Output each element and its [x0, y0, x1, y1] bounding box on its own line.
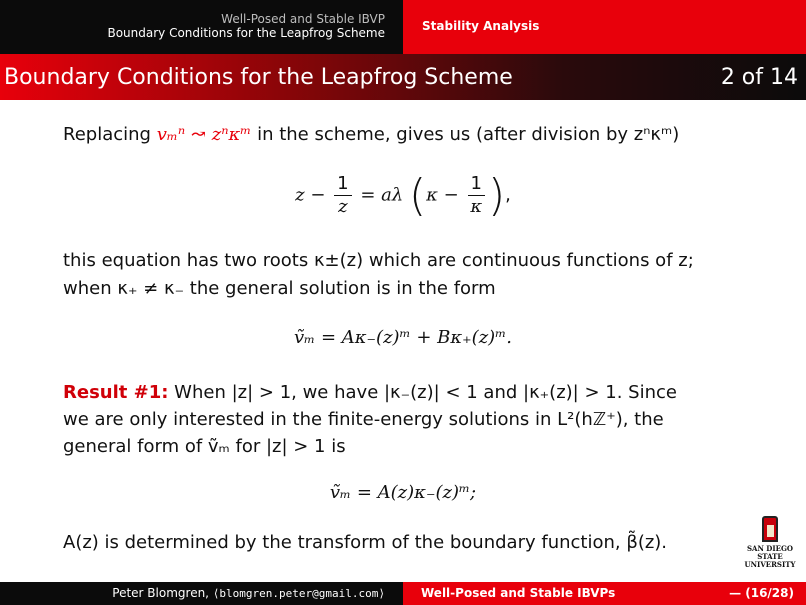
- left-paren: (: [408, 170, 427, 221]
- result-line-1: [63, 382, 677, 403]
- eq1-inner: κ −: [426, 184, 465, 206]
- intro-prefix: Replacing: [63, 124, 157, 145]
- frame-counter: 2 of 14: [720, 65, 798, 90]
- para2-line-2: when κ₊ ≠ κ₋ the general solution is in the form: [63, 278, 496, 299]
- frame-title-bar: [0, 54, 806, 100]
- result-label: Result #1:: [63, 382, 169, 403]
- result-line-2: we are only interested in the finite-energy solutions in L²(hℤ⁺), the: [63, 409, 664, 430]
- university-logo: [740, 516, 800, 572]
- frac-denominator: κ: [470, 196, 483, 217]
- talk-title: Well-Posed and Stable IBVPs: [421, 586, 616, 600]
- frac-denominator: z: [338, 196, 348, 217]
- eq1-mid: = aλ: [354, 184, 409, 206]
- equation-3: ṽₘ = A(z)κ₋(z)ᵐ;: [329, 482, 477, 503]
- equation-1: [63, 170, 743, 221]
- logo-line-2: UNIVERSITY: [744, 560, 796, 569]
- closing-line: A(z) is determined by the transform of the boundary function, β̃(z).: [63, 532, 668, 553]
- result-text-1: When |z| > 1, we have |κ₋(z)| < 1 and |κ₊(z)| > 1. Since: [168, 382, 677, 403]
- eq1-lhs: z −: [295, 184, 332, 206]
- section-link[interactable]: Well-Posed and Stable IBVP: [221, 12, 385, 26]
- current-topic[interactable]: Stability Analysis: [403, 0, 806, 54]
- eq1-frac-1: [334, 173, 351, 218]
- intro-suffix: in the scheme, gives us (after division by zⁿκᵐ): [251, 124, 680, 145]
- author-name: Peter Blomgren,: [112, 586, 213, 600]
- shield-icon: [762, 516, 778, 542]
- substitution-math: vₘⁿ ↝ zⁿκᵐ: [156, 124, 252, 145]
- right-paren: ): [487, 170, 506, 221]
- para2-line-1: this equation has two roots κ±(z) which are continuous functions of z;: [63, 250, 694, 271]
- subsection-link[interactable]: Boundary Conditions for the Leapfrog Scheme: [107, 26, 385, 40]
- result-line-3: general form of ṽₘ for |z| > 1 is: [63, 436, 346, 457]
- section-nav[interactable]: [0, 0, 403, 54]
- frac-numerator: 1: [468, 173, 485, 196]
- eq1-tail: ,: [505, 184, 511, 206]
- footer-author: [0, 582, 403, 605]
- equation-2: ṽₘ = Aκ₋(z)ᵐ + Bκ₊(z)ᵐ.: [294, 327, 512, 348]
- intro-line: [63, 124, 679, 145]
- header-navigation: [0, 0, 806, 54]
- eq1-frac-2: [468, 173, 485, 218]
- page-number: — (16/28): [729, 586, 794, 600]
- frac-numerator: 1: [334, 173, 351, 196]
- frame-title: Boundary Conditions for the Leapfrog Scheme: [4, 65, 513, 90]
- author-email[interactable]: ⟨blomgren.peter@gmail.com⟩: [212, 587, 385, 600]
- footer-right: [403, 582, 806, 605]
- footer-bar: [0, 582, 806, 605]
- logo-line-1: SAN DIEGO STATE: [746, 544, 794, 561]
